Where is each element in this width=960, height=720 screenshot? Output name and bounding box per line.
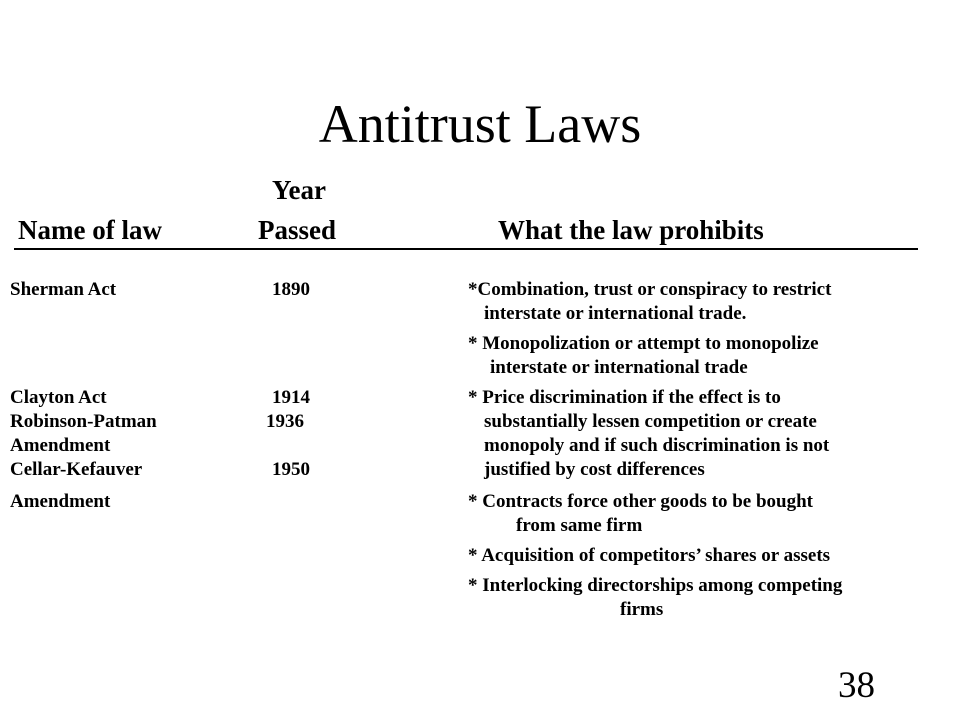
prohibit-line: * Interlocking directorships among competing	[468, 575, 843, 596]
prohibit-line: from same firm	[516, 515, 643, 536]
law-name-robinson-patman-amendment: Amendment	[10, 435, 111, 456]
prohibit-line: * Contracts force other goods to be bought	[468, 491, 813, 512]
year-cellar-kefauver: 1950	[272, 459, 310, 480]
law-name-clayton-act: Clayton Act	[10, 387, 107, 408]
slide-title: Antitrust Laws	[318, 94, 642, 154]
prohibit-line: * Monopolization or attempt to monopolize	[468, 333, 819, 354]
law-name-cellar-kefauver: Cellar-Kefauver	[10, 459, 143, 480]
header-year-line1: Year	[272, 175, 326, 205]
prohibit-line: * Acquisition of competitors’ shares or assets	[468, 545, 831, 566]
header-divider	[14, 248, 918, 250]
year-clayton: 1914	[272, 387, 310, 408]
prohibit-line: substantially lessen competition or create	[484, 411, 817, 432]
law-name-cellar-kefauver-amendment: Amendment	[10, 491, 111, 512]
law-name-sherman-act: Sherman Act	[10, 279, 117, 300]
prohibit-line: firms	[620, 599, 664, 620]
prohibit-line: monopoly and if such discrimination is not	[484, 435, 830, 456]
prohibit-line: justified by cost differences	[484, 459, 705, 480]
prohibit-line: interstate or international trade.	[484, 303, 747, 324]
prohibit-line: interstate or international trade	[490, 357, 748, 378]
header-name-of-law: Name of law	[18, 215, 162, 245]
header-what-prohibits: What the law prohibits	[498, 215, 764, 245]
prohibit-line: *Combination, trust or conspiracy to restrict	[468, 279, 832, 300]
header-year-passed: Passed	[258, 215, 337, 245]
year-robinson-patman: 1936	[266, 411, 304, 432]
prohibit-line: * Price discrimination if the effect is to	[468, 387, 781, 408]
page-number: 38	[838, 665, 875, 706]
law-name-robinson-patman: Robinson-Patman	[10, 411, 157, 432]
year-sherman: 1890	[272, 279, 310, 300]
